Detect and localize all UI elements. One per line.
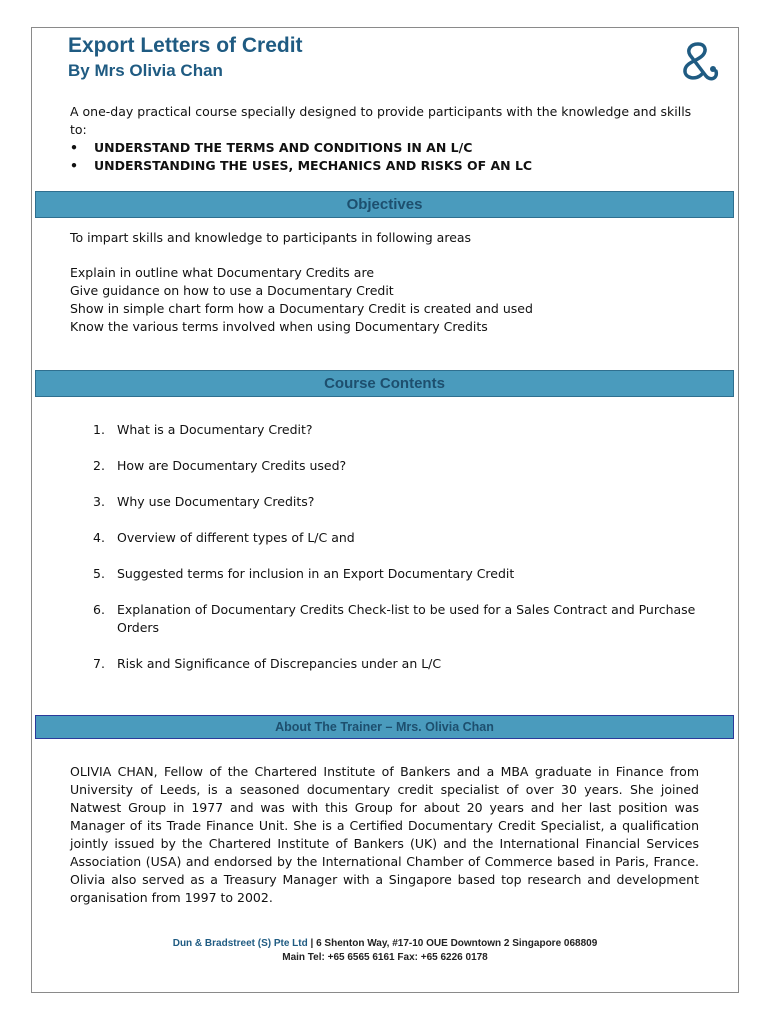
spacer xyxy=(70,247,710,264)
objective-item: Give guidance on how to use a Documentary Credit xyxy=(70,283,394,298)
item-text: Risk and Significance of Discrepancies under an L/C xyxy=(117,656,442,671)
intro-bullet-text: UNDERSTAND THE TERMS AND CONDITIONS IN AN L/C xyxy=(94,140,473,155)
intro-bullet xyxy=(70,157,710,175)
intro-bullet-list xyxy=(70,139,710,175)
bullet-icon: • xyxy=(70,140,78,155)
item-number: 5. xyxy=(93,566,105,581)
course-content-item xyxy=(93,529,713,547)
course-content-item xyxy=(93,457,713,475)
item-number: 4. xyxy=(93,530,105,545)
objective-item: Explain in outline what Documentary Credits are xyxy=(70,265,375,280)
footer-separator: | xyxy=(307,938,317,949)
bullet-icon: • xyxy=(70,158,78,173)
item-number: 7. xyxy=(93,656,105,671)
footer xyxy=(31,937,739,965)
item-text: Explanation of Documentary Credits Check-list to be used for a Sales Contract and Purchase Orders xyxy=(117,602,696,635)
objectives-heading-bar: Objectives xyxy=(35,191,734,218)
course-contents-list xyxy=(93,421,713,691)
item-text: Why use Documentary Credits? xyxy=(117,494,315,509)
intro-section xyxy=(70,103,710,175)
item-text: How are Documentary Credits used? xyxy=(117,458,347,473)
item-text: Overview of different types of L/C and xyxy=(117,530,355,545)
course-content-item xyxy=(93,601,713,637)
intro-bullet-text: UNDERSTANDING THE USES, MECHANICS AND RISKS OF AN LC xyxy=(94,158,533,173)
objectives-section xyxy=(70,229,710,336)
course-content-item xyxy=(93,655,713,673)
item-number: 1. xyxy=(93,422,105,437)
course-content-item xyxy=(93,421,713,439)
footer-address: 6 Shenton Way, #17-10 OUE Downtown 2 Singapore 068809 xyxy=(316,938,598,949)
objective-item: Show in simple chart form how a Documentary Credit is created and used xyxy=(70,301,533,316)
item-number: 2. xyxy=(93,458,105,473)
item-text: Suggested terms for inclusion in an Export Documentary Credit xyxy=(117,566,515,581)
objective-item: Know the various terms involved when using Documentary Credits xyxy=(70,319,488,334)
footer-contact: Main Tel: +65 6565 6161 Fax: +65 6226 0178 xyxy=(282,952,488,963)
intro-bullet xyxy=(70,139,710,157)
trainer-heading-bar: About The Trainer – Mrs. Olivia Chan xyxy=(35,715,734,739)
page-subtitle: By Mrs Olivia Chan xyxy=(68,61,223,80)
ampersand-logo-icon xyxy=(676,38,720,82)
course-content-item xyxy=(93,493,713,511)
course-content-item xyxy=(93,565,713,583)
footer-company: Dun & Bradstreet (S) Pte Ltd xyxy=(172,938,308,949)
footer-address-line xyxy=(31,937,739,951)
intro-text: A one-day practical course specially designed to provide participants with the knowledge and skills to: xyxy=(70,104,692,137)
item-number: 3. xyxy=(93,494,105,509)
item-text: What is a Documentary Credit? xyxy=(117,422,313,437)
trainer-bio: OLIVIA CHAN, Fellow of the Chartered Institute of Bankers and a MBA graduate in Finance from University of Leeds, is a seasoned documentary credit specialist of over 30 years. She joined Natwest Group in 1977 and was with this Group for about 20 years and her last position was Manager of its Trade Finance Unit. She is a Certified Documentary Credit Specialist, a qualification jointly issued by the Chartered Institute of Bankers (UK) and the International Financial Services Association (USA) and endorsed by the International Chamber of Commerce based in Paris, France. Olivia also served as a Treasury Manager with a Singapore based top research and development organisation from 1997 to 2002. xyxy=(70,764,699,905)
course-contents-heading-bar: Course Contents xyxy=(35,370,734,397)
objectives-lead: To impart skills and knowledge to participants in following areas xyxy=(70,230,472,245)
page-title: Export Letters of Credit xyxy=(68,34,303,57)
item-number: 6. xyxy=(93,602,105,617)
